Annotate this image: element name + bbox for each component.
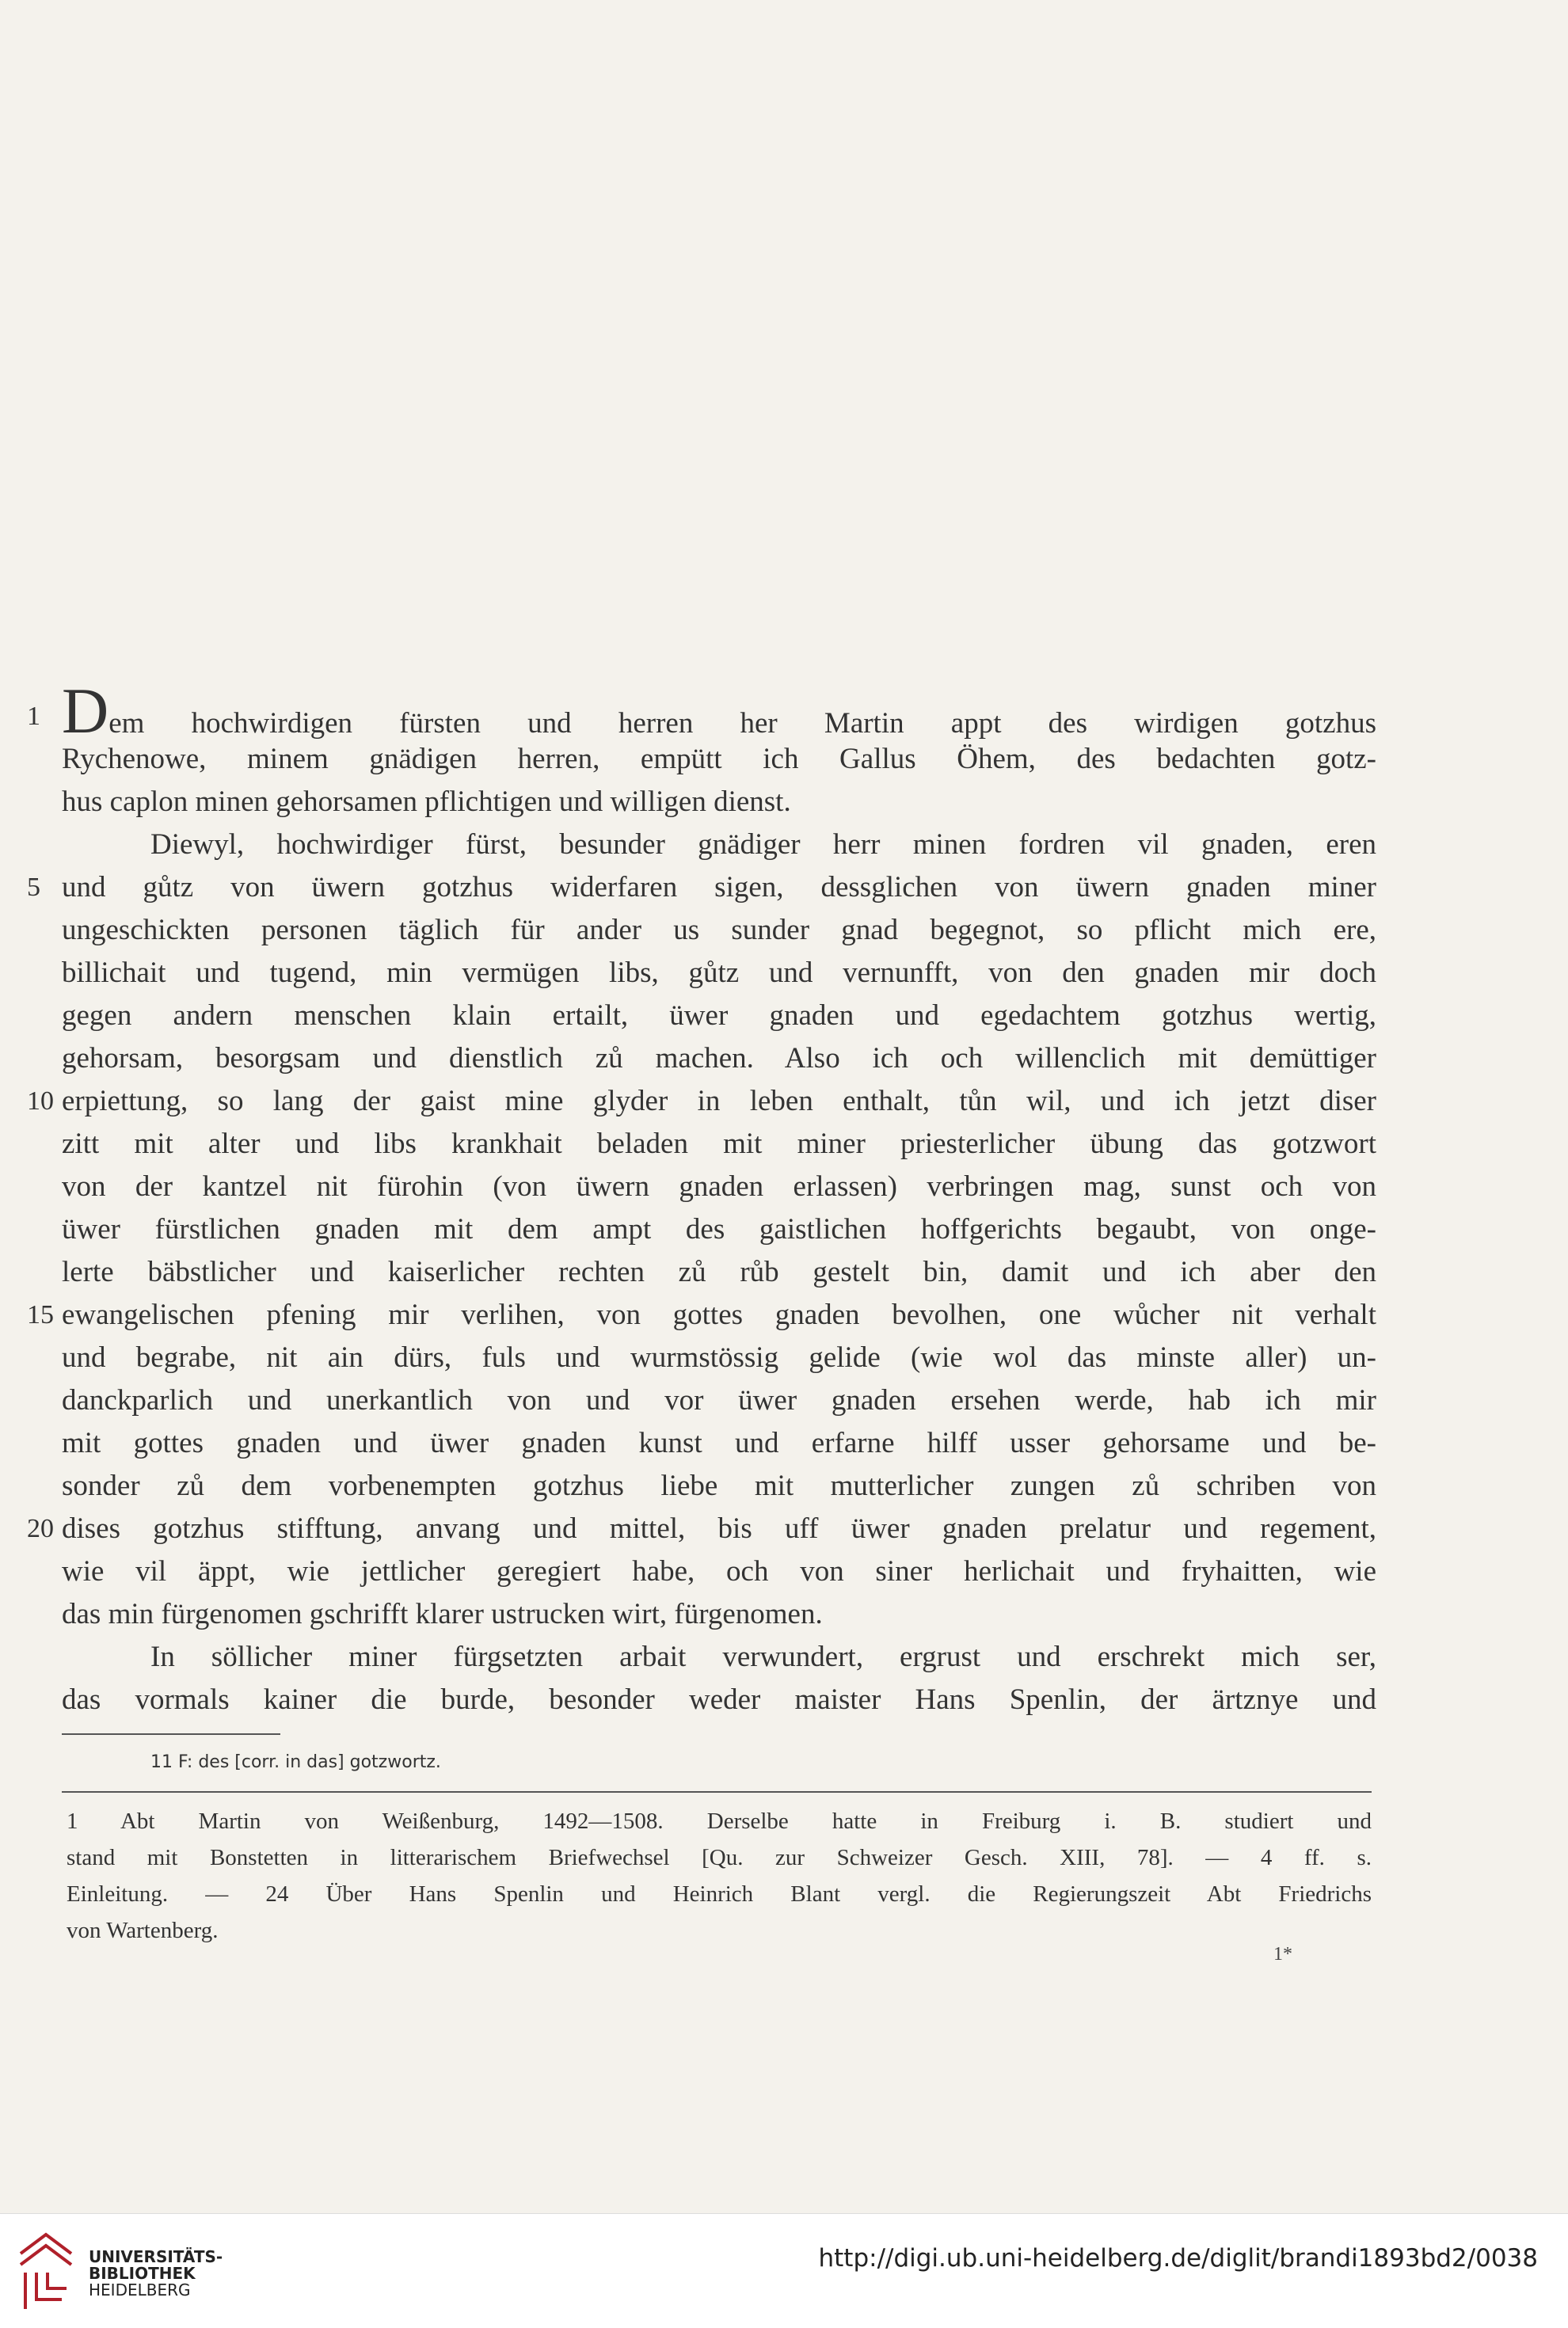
line-text: üwer fürstlichen gnaden mit dem ampt des gaistlichen hoffgerichts begaubt, von onge- bbox=[62, 1213, 1376, 1246]
text-line bbox=[62, 1636, 1376, 1679]
line-text: wie vil äppt, wie jettlicher geregiert habe, och von siner herlichait und fryhaitten, wie bbox=[62, 1555, 1376, 1588]
line-text: ungeschickten personen täglich für ander us sunder gnad begegnot, so pflicht mich ere, bbox=[62, 914, 1376, 946]
text-line bbox=[62, 1550, 1376, 1593]
text-line bbox=[62, 1208, 1376, 1251]
line-text: hus caplon minen gehorsamen pflichtigen und willigen dienst. bbox=[62, 786, 791, 818]
library-name-line1: UNIVERSITÄTS- bbox=[89, 2247, 223, 2266]
variant-note: 11 F: des [corr. in das] gotzwortz. bbox=[150, 1752, 441, 1772]
variant-rule bbox=[62, 1733, 280, 1735]
text-line bbox=[62, 1465, 1376, 1508]
line-number: 20 bbox=[27, 1514, 54, 1543]
line-text: das vormals kainer die burde, besonder weder maister Hans Spenlin, der ärtznye und bbox=[62, 1683, 1376, 1716]
line-number: 1 bbox=[27, 702, 40, 731]
text-line bbox=[27, 866, 1376, 909]
line-text: Rychenowe, minem gnädigen herren, empütt ich Gallus Öhem, des bedachten gotz- bbox=[62, 743, 1376, 775]
text-line bbox=[62, 1679, 1376, 1721]
line-text-rest: em hochwirdigen fürsten und herren her Martin appt des wirdigen gotzhus bbox=[108, 707, 1376, 740]
text-line bbox=[27, 1508, 1376, 1550]
text-line bbox=[27, 1080, 1376, 1123]
line-text: mit gottes gnaden und üwer gnaden kunst und erfarne hilff usser gehorsame und be- bbox=[62, 1427, 1376, 1459]
line-number: 10 bbox=[27, 1086, 54, 1116]
page-signature: 1* bbox=[1273, 1944, 1292, 1965]
text-line bbox=[62, 1251, 1376, 1294]
line-text: gehorsam, besorgsam und dienstlich zů machen. Also ich och willenclich mit demüttiger bbox=[62, 1042, 1376, 1075]
line-text: und gůtz von üwern gotzhus widerfaren sigen, dessglichen von üwern gnaden miner bbox=[62, 871, 1376, 903]
text-line bbox=[62, 1037, 1376, 1080]
line-text: und begrabe, nit ain dürs, fuls und wurmstössig gelide (wie wol das minste aller) un- bbox=[62, 1341, 1376, 1374]
library-name-line2: BIBLIOTHEK bbox=[89, 2264, 196, 2283]
text-line bbox=[62, 781, 1376, 824]
text-line bbox=[62, 738, 1376, 781]
line-text: gegen andern menschen klain ertailt, üwer gnaden und egedachtem gotzhus wertig, bbox=[62, 999, 1376, 1032]
text-line bbox=[62, 1593, 1376, 1636]
permalink-url[interactable]: http://digi.ub.uni-heidelberg.de/diglit/brandi1893bd2/0038 bbox=[818, 2244, 1538, 2273]
line-text: In söllicher miner fürgsetzten arbait verwundert, ergrust und erschrekt mich ser, bbox=[150, 1641, 1376, 1673]
footnote-line: von Wartenberg. bbox=[67, 1918, 219, 1943]
footer-bar bbox=[0, 2213, 1568, 2328]
text-line bbox=[62, 952, 1376, 995]
library-name-line3: HEIDELBERG bbox=[89, 2280, 191, 2299]
text-line bbox=[62, 824, 1376, 866]
line-text: Diewyl, hochwirdiger fürst, besunder gnädiger herr minen fordren vil gnaden, eren bbox=[150, 828, 1376, 861]
drop-cap: D bbox=[62, 675, 109, 747]
line-text: sonder zů dem vorbenempten gotzhus liebe mit mutterlicher zungen zů schriben von bbox=[62, 1470, 1376, 1502]
footnote-rule bbox=[62, 1791, 1372, 1793]
footnote-line: Einleitung. — 24 Über Hans Spenlin und Heinrich Blant vergl. die Regierungszeit Abt Friedrichs bbox=[67, 1881, 1372, 1907]
line-text: danckparlich und unerkantlich von und vor üwer gnaden ersehen werde, hab ich mir bbox=[62, 1384, 1376, 1417]
footnotes-block bbox=[67, 1803, 1372, 1949]
text-line bbox=[62, 1337, 1376, 1379]
text-line bbox=[62, 909, 1376, 952]
text-line bbox=[27, 675, 1376, 747]
text-line bbox=[62, 1166, 1376, 1208]
text-line bbox=[62, 1379, 1376, 1422]
line-text: billichait und tugend, min vermügen libs, gůtz und vernunfft, von den gnaden mir doch bbox=[62, 957, 1376, 989]
text-line bbox=[27, 1294, 1376, 1337]
text-line bbox=[62, 1123, 1376, 1166]
line-number: 15 bbox=[27, 1300, 54, 1329]
line-text: dises gotzhus stifftung, anvang und mittel, bis uff üwer gnaden prelatur und regement, bbox=[62, 1512, 1376, 1545]
line-text: ewangelischen pfening mir verlihen, von gottes gnaden bevolhen, one wůcher nit verhalt bbox=[62, 1299, 1376, 1331]
line-text: zitt mit alter und libs krankhait beladen mit miner priesterlicher übung das gotzwort bbox=[62, 1128, 1376, 1160]
line-text: das min fürgenomen gschrifft klarer ustrucken wirt, fürgenomen. bbox=[62, 1598, 823, 1630]
line-text: lerte bäbstlicher und kaiserlicher rechten zů růb gestelt bin, damit und ich aber den bbox=[62, 1256, 1376, 1288]
footnote-line: stand mit Bonstetten in litterarischem Briefwechsel [Qu. zur Schweizer Gesch. XIII, 78]. — 4 ff. s. bbox=[67, 1845, 1372, 1870]
main-text-block bbox=[27, 675, 1376, 1721]
text-line bbox=[62, 1422, 1376, 1465]
text-line bbox=[62, 995, 1376, 1037]
line-number: 5 bbox=[27, 873, 40, 902]
line-text: von der kantzel nit fürohin (von üwern gnaden erlassen) verbringen mag, sunst och von bbox=[62, 1170, 1376, 1203]
footnote-line: 1 Abt Martin von Weißenburg, 1492—1508. Derselbe hatte in Freiburg i. B. studiert und bbox=[67, 1809, 1372, 1834]
library-name bbox=[89, 2249, 223, 2299]
line-text: erpiettung, so lang der gaist mine glyder in leben enthalt, tůn wil, und ich jetzt diser bbox=[62, 1085, 1376, 1117]
library-logo-icon bbox=[14, 2230, 78, 2312]
